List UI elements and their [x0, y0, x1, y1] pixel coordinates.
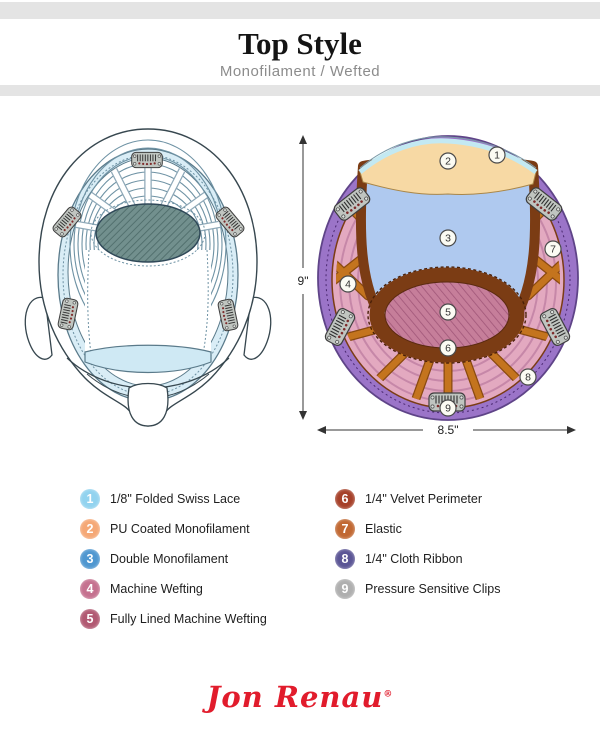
legend-label: 1/4" Cloth Ribbon [365, 552, 463, 566]
marker-3 [440, 230, 456, 246]
legend-num-badge: 3 [80, 549, 100, 569]
legend-label: PU Coated Monofilament [110, 522, 250, 536]
legend-num-badge: 5 [80, 609, 100, 629]
svg-text:6: 6 [445, 342, 451, 355]
head-diagram [15, 122, 285, 432]
marker-1 [489, 147, 505, 163]
legend-label: 1/8" Folded Swiss Lace [110, 492, 241, 506]
brand-logo [0, 680, 600, 714]
height-label: 9" [297, 274, 309, 288]
legend-label: Pressure Sensitive Clips [365, 582, 501, 596]
legend-item [335, 514, 500, 544]
svg-text:5: 5 [445, 306, 451, 319]
legend-item [80, 604, 267, 634]
legend-item [80, 484, 267, 514]
marker-4 [340, 276, 356, 292]
registered-mark: ® [383, 689, 394, 700]
svg-text:9: 9 [445, 402, 451, 415]
svg-text:2: 2 [445, 155, 451, 168]
clip-icon [132, 152, 163, 167]
legend-num-badge: 9 [335, 579, 355, 599]
svg-text:3: 3 [445, 232, 451, 245]
svg-text:7: 7 [550, 243, 556, 256]
legend-num-badge: 6 [335, 489, 355, 509]
nose [128, 384, 168, 427]
subheader-divider-bar [0, 85, 600, 96]
marker-6 [440, 340, 456, 356]
cap-diagram [290, 130, 590, 442]
legend-label: Machine Wefting [110, 582, 203, 596]
marker-8 [520, 369, 536, 385]
brand-name: Jon Renau [206, 680, 384, 714]
legend-item [335, 544, 500, 574]
page-subtitle: Monofilament / Wefted [219, 63, 381, 80]
legend-item [335, 574, 500, 604]
svg-text:1: 1 [494, 149, 500, 162]
marker-2 [440, 153, 456, 169]
header-divider-bar [0, 2, 600, 19]
svg-text:4: 4 [345, 278, 351, 291]
svg-text:8: 8 [525, 371, 531, 384]
legend-item [80, 514, 267, 544]
nape-band [85, 345, 211, 372]
legend-label: Elastic [365, 522, 402, 536]
legend-left-column [80, 484, 267, 634]
legend-label: Fully Lined Machine Wefting [110, 612, 267, 626]
legend-label: 1/4" Velvet Perimeter [365, 492, 482, 506]
legend-label: Double Monofilament [110, 552, 229, 566]
legend-item [80, 544, 267, 574]
page-title: Top Style [238, 26, 362, 61]
legend-num-badge: 7 [335, 519, 355, 539]
legend-item [80, 574, 267, 604]
legend-num-badge: 1 [80, 489, 100, 509]
legend-num-badge: 4 [80, 579, 100, 599]
legend-item [335, 484, 500, 514]
legend-num-badge: 8 [335, 549, 355, 569]
marker-5 [440, 304, 456, 320]
width-label: 8.5" [437, 423, 459, 437]
crown-mono-top [96, 204, 200, 262]
marker-9 [440, 400, 456, 416]
marker-7 [545, 241, 561, 257]
legend-num-badge: 2 [80, 519, 100, 539]
legend-right-column [335, 484, 500, 604]
